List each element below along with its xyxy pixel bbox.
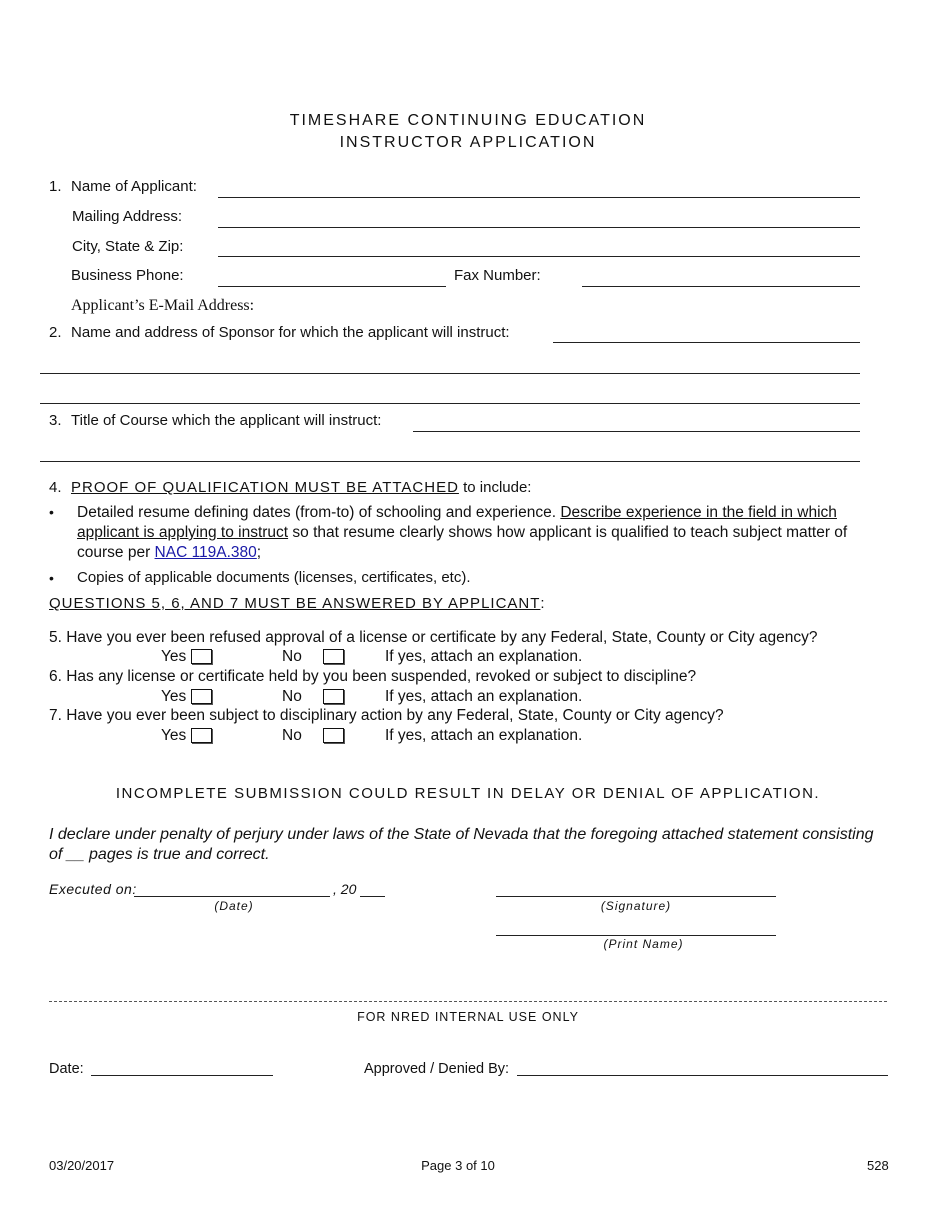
city-state-zip-label: City, State & Zip: xyxy=(72,238,184,255)
resume-text-part1: Detailed resume defining dates (from-to) of schooling and experience. xyxy=(77,504,561,521)
business-phone-label: Business Phone: xyxy=(71,267,184,284)
sponsor-field-line1[interactable] xyxy=(553,342,860,343)
yes-label: Yes xyxy=(161,727,187,744)
applicant-name-field[interactable] xyxy=(218,197,860,198)
divider xyxy=(49,1001,887,1002)
page-number: Page 3 of 10 xyxy=(421,1158,495,1173)
form-title-line2: INSTRUCTOR APPLICATION xyxy=(339,134,597,151)
mailing-address-label: Mailing Address: xyxy=(72,208,183,225)
resume-text-underlined: Describe experience in the field in which applicant is applying to instruct xyxy=(77,504,837,541)
question-5-note: If yes, attach an explanation. xyxy=(385,648,583,665)
section3-number: 3. xyxy=(49,412,62,429)
question-5-text: 5. Have you ever been refused approval of a license or certificate by any Federal, State, County or City agency? xyxy=(49,629,818,646)
proof-heading-text: PROOF OF QUALIFICATION MUST BE ATTACHED xyxy=(71,479,459,496)
question-5-no-checkbox[interactable] xyxy=(323,649,344,664)
resume-requirement xyxy=(77,503,867,563)
sponsor-label: Name and address of Sponsor for which the applicant will instruct: xyxy=(71,324,510,341)
bullet-icon: • xyxy=(49,504,54,520)
year-field[interactable] xyxy=(360,896,385,897)
section2-number: 2. xyxy=(49,324,62,341)
approved-denied-field[interactable] xyxy=(517,1075,888,1076)
no-label: No xyxy=(282,727,302,744)
footer-date: 03/20/2017 xyxy=(49,1158,115,1173)
question-7-yes xyxy=(161,727,212,745)
question-7-text: 7. Have you ever been subject to disciplinary action by any Federal, State, County or City agency? xyxy=(49,707,724,724)
perjury-declaration: I declare under penalty of perjury under laws of the State of Nevada that the foregoing attached statement consisting of __ pages is true and correct. xyxy=(49,826,874,863)
question-5-no xyxy=(282,648,344,666)
question-6-note: If yes, attach an explanation. xyxy=(385,688,583,705)
section4-number: 4. xyxy=(49,479,62,496)
questions-heading-text: QUESTIONS 5, 6, AND 7 MUST BE ANSWERED BY APPLICANT xyxy=(49,595,541,612)
year-prefix: , 20 xyxy=(333,881,357,897)
executed-on-label: Executed on: xyxy=(49,881,137,897)
question-7-yes-checkbox[interactable] xyxy=(191,728,212,743)
proof-heading-suffix: to include: xyxy=(458,479,532,496)
date-caption: (Date) xyxy=(214,899,254,913)
question-7-note: If yes, attach an explanation. xyxy=(385,727,583,744)
internal-date-field[interactable] xyxy=(91,1075,273,1076)
signature-field[interactable] xyxy=(496,896,776,897)
form-title-line1: TIMESHARE CONTINUING EDUCATION xyxy=(289,112,647,129)
yes-label: Yes xyxy=(161,648,187,665)
incomplete-submission-warning: INCOMPLETE SUBMISSION COULD RESULT IN DELAY OR DENIAL OF APPLICATION. xyxy=(115,785,821,802)
applicant-name-label: Name of Applicant: xyxy=(71,178,197,195)
bullet-icon: • xyxy=(49,570,54,586)
question-7-no xyxy=(282,727,344,745)
email-address-label: Applicant’s E-Mail Address: xyxy=(71,297,255,314)
yes-label: Yes xyxy=(161,688,187,705)
approved-denied-label: Approved / Denied By: xyxy=(364,1061,510,1077)
nac-link[interactable]: NAC 119A.380 xyxy=(154,544,257,561)
resume-text-end: ; xyxy=(256,544,262,561)
print-name-field[interactable] xyxy=(496,935,776,936)
question-5-yes-checkbox[interactable] xyxy=(191,649,212,664)
section1-number: 1. xyxy=(49,178,62,195)
course-title-label: Title of Course which the applicant will instruct: xyxy=(71,412,382,429)
mailing-address-field[interactable] xyxy=(218,227,860,228)
no-label: No xyxy=(282,688,302,705)
form-number: 528 xyxy=(867,1158,889,1173)
question-6-no xyxy=(282,688,344,706)
course-title-field-line2[interactable] xyxy=(40,461,860,462)
question-7-no-checkbox[interactable] xyxy=(323,728,344,743)
questions-heading xyxy=(49,595,545,612)
questions-heading-colon: : xyxy=(540,595,545,612)
business-phone-field[interactable] xyxy=(218,286,446,287)
executed-date-field[interactable] xyxy=(134,896,330,897)
question-6-yes xyxy=(161,688,212,706)
sponsor-field-line3[interactable] xyxy=(40,403,860,404)
fax-number-label: Fax Number: xyxy=(454,267,541,284)
internal-use-heading: FOR NRED INTERNAL USE ONLY xyxy=(357,1010,579,1024)
question-6-text: 6. Has any license or certificate held by you been suspended, revoked or subject to discipline? xyxy=(49,668,697,685)
question-5-yes xyxy=(161,648,212,666)
sponsor-field-line2[interactable] xyxy=(40,373,860,374)
question-6-yes-checkbox[interactable] xyxy=(191,689,212,704)
no-label: No xyxy=(282,648,302,665)
print-name-caption: (Print Name) xyxy=(603,937,684,951)
documents-requirement: Copies of applicable documents (licenses, certificates, etc). xyxy=(77,569,471,586)
city-state-zip-field[interactable] xyxy=(218,256,860,257)
fax-number-field[interactable] xyxy=(582,286,860,287)
course-title-field-line1[interactable] xyxy=(413,431,860,432)
signature-caption: (Signature) xyxy=(600,899,672,913)
proof-of-qualification-heading xyxy=(71,479,531,496)
question-6-no-checkbox[interactable] xyxy=(323,689,344,704)
resume-text-part2: so that resume clearly shows how applicant is qualified to teach subject matter of course per xyxy=(77,524,848,561)
internal-date-label: Date: xyxy=(49,1061,84,1077)
